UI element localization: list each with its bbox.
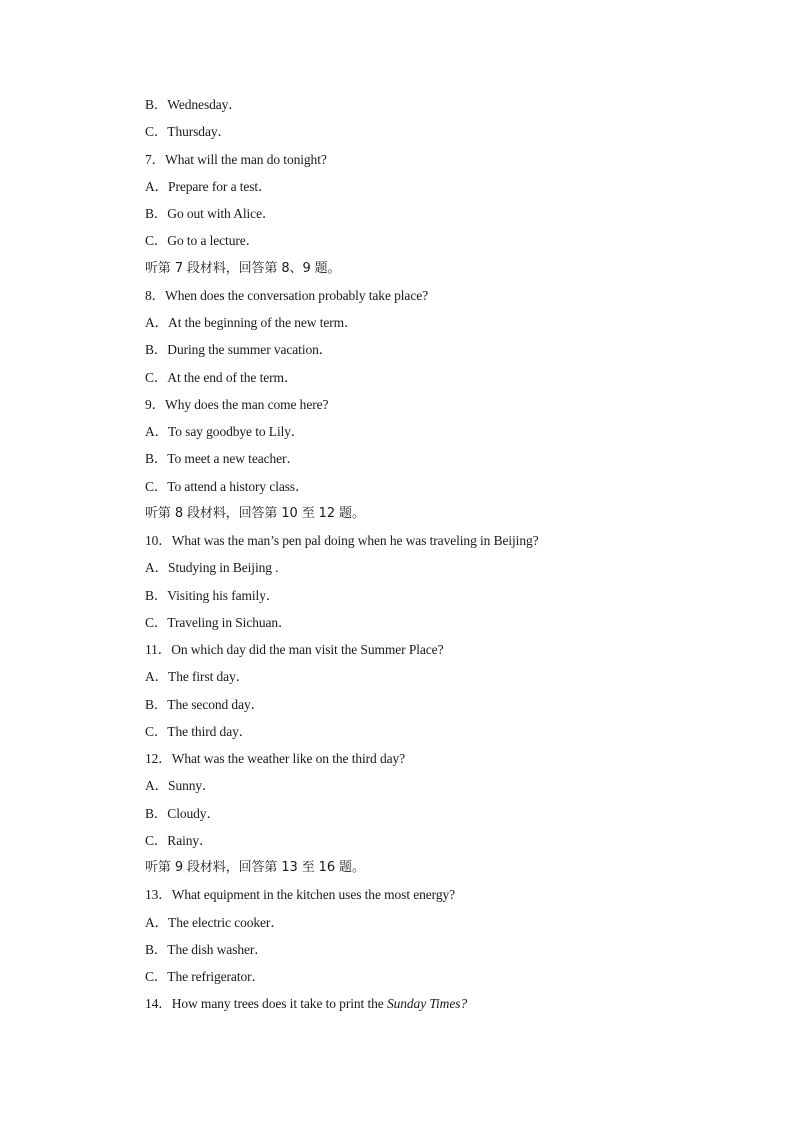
option-line: A．Prepare for a test．: [145, 178, 272, 194]
question-line: 12．What was the weather like on the third day?: [145, 751, 406, 766]
option-line: B．Wednesday．: [145, 97, 242, 112]
option-line: C．The refrigerator．: [145, 969, 265, 984]
option-line: B．The second day．: [145, 696, 265, 712]
option-line: B．Cloudy．: [145, 805, 220, 821]
section-heading: 听第 7 段材料，回答第 8、9 题。: [145, 260, 341, 276]
option-line: B．Go out with Alice．: [145, 206, 276, 221]
option-line: C．To attend a history class．: [145, 478, 309, 494]
question-line: 13．What equipment in the kitchen uses the most energy?: [145, 887, 456, 903]
question-text: 14．How many trees does it take to print the: [145, 996, 387, 1012]
option-line: C．Traveling in Sichuan．: [145, 614, 292, 630]
option-line: B．To meet a new teacher．: [145, 451, 300, 467]
question-line: 10．What was the man’s pen pal doing when he was traveling in Beijing?: [145, 533, 539, 548]
option-line: C．Thursday．: [145, 124, 231, 140]
option-line: A．At the beginning of the new term．: [145, 315, 358, 330]
question-line: 7．What will the man do tonight?: [145, 151, 327, 167]
question-list: [145, 96, 745, 1023]
option-line: C．At the end of the term．: [145, 369, 298, 385]
option-line: C．The third day．: [145, 723, 253, 739]
question-line: 9．Why does the man come here?: [145, 396, 329, 412]
option-line: A．The first day．: [145, 669, 250, 685]
option-line: A．The electric cooker．: [145, 914, 284, 930]
section-heading: 听第 8 段材料，回答第 10 至 12 题。: [145, 505, 365, 521]
option-line: B．Visiting his family．: [145, 587, 280, 603]
option-line: A．To say goodbye to Lily．: [145, 424, 305, 439]
option-line: C．Go to a lecture．: [145, 233, 260, 249]
newspaper-title-italic: Sunday Times?: [386, 996, 468, 1012]
section-heading: 听第 9 段材料，回答第 13 至 16 题。: [145, 860, 365, 875]
question-line: [145, 995, 745, 1022]
option-line: B．During the summer vacation．: [145, 342, 333, 358]
question-line: 8．When does the conversation probably take place?: [145, 287, 428, 303]
option-line: A．Studying in Beijing .: [145, 560, 279, 576]
option-line: B．The dish washer．: [145, 941, 268, 957]
question-line: 11．On which day did the man visit the Summer Place?: [145, 642, 444, 657]
option-line: C．Rainy．: [145, 832, 213, 848]
option-line: A．Sunny．: [145, 778, 216, 794]
